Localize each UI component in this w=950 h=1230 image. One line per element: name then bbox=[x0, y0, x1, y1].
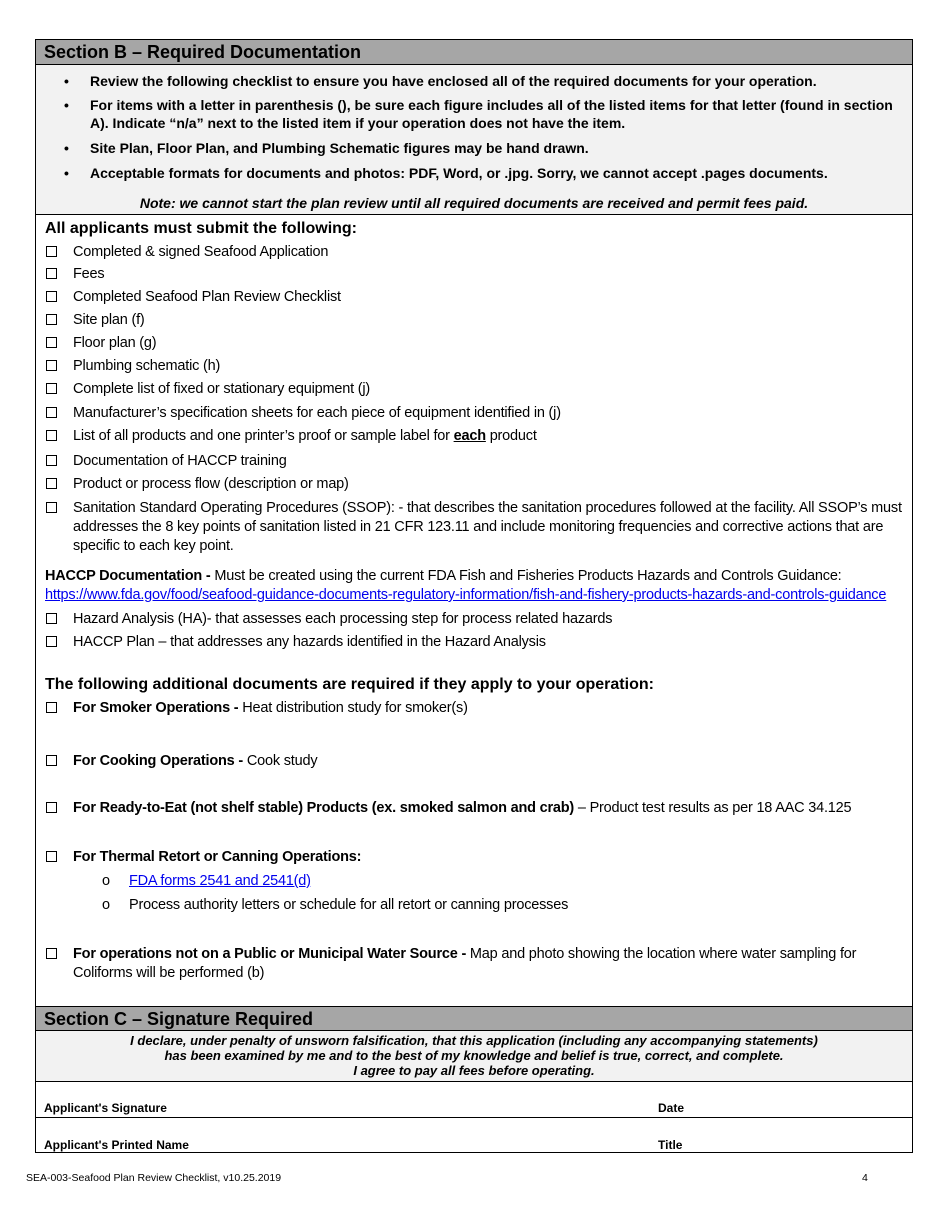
footer-doc-id: SEA-003-Seafood Plan Review Checklist, v10.25.2019 bbox=[26, 1172, 282, 1184]
checkbox[interactable] bbox=[46, 360, 57, 371]
fda-forms-link[interactable]: FDA forms 2541 and 2541(d) bbox=[129, 873, 311, 889]
checklist-item: HACCP Plan – that addresses any hazards identified in the Hazard Analysis bbox=[46, 633, 906, 652]
checkbox[interactable] bbox=[46, 430, 57, 441]
haccp-documentation: HACCP Documentation - Must be created using the current FDA Fish and Fisheries Products Hazards and Controls Guidance: https://www.fda.gov/food/seafood-guidance-documents-regulatory-information/fish-and-fishery-products-hazards-and-controls-guidance bbox=[45, 568, 887, 603]
circle-bullet-icon: o bbox=[102, 897, 110, 913]
checklist-item: Completed Seafood Plan Review Checklist bbox=[46, 288, 906, 307]
signature-row[interactable] bbox=[36, 1082, 912, 1118]
fda-guidance-link[interactable]: https://www.fda.gov/food/seafood-guidance-documents-regulatory-information/fish-and-fishery-products-hazards-and-controls-guidance bbox=[45, 587, 887, 603]
checkbox[interactable] bbox=[46, 383, 57, 394]
checkbox[interactable] bbox=[46, 246, 57, 257]
printed-name-label: Applicant's Printed Name bbox=[44, 1138, 189, 1152]
checklist-item: Site plan (f) bbox=[46, 311, 906, 330]
checkbox[interactable] bbox=[46, 851, 57, 862]
date-label: Date bbox=[658, 1101, 685, 1115]
checklist-item: Documentation of HACCP training bbox=[46, 452, 906, 471]
checkbox[interactable] bbox=[46, 478, 57, 489]
checkbox[interactable] bbox=[46, 802, 57, 813]
form-frame bbox=[35, 39, 913, 1153]
bullet-icon: • bbox=[64, 140, 69, 156]
sub-list-item bbox=[102, 873, 311, 889]
checkbox[interactable] bbox=[46, 337, 57, 348]
checkbox[interactable] bbox=[46, 407, 57, 418]
checklist-item: For Smoker Operations - Heat distribution study for smoker(s) bbox=[46, 699, 906, 718]
checklist-item: For Cooking Operations - Cook study bbox=[46, 752, 906, 771]
page-number: 4 bbox=[862, 1172, 868, 1184]
checklist-item: Product or process flow (description or map) bbox=[46, 475, 906, 494]
all-applicants-heading: All applicants must submit the following: bbox=[45, 220, 358, 237]
printed-name-row[interactable] bbox=[36, 1118, 912, 1154]
checklist-item: Complete list of fixed or stationary equipment (j) bbox=[46, 380, 906, 399]
instruction-bullet: • For items with a letter in parenthesis (), be sure each figure includes all of the listed items for that letter (found in section A). Indicate “n/a” next to the listed item if your operation does not have the item. bbox=[64, 97, 893, 131]
checklist-item: Plumbing schematic (h) bbox=[46, 357, 906, 376]
title-label: Title bbox=[658, 1138, 683, 1152]
checklist-item: For Ready-to-Eat (not shelf stable) Products (ex. smoked salmon and crab) – Product test results as per 18 AAC 34.125 bbox=[46, 799, 906, 818]
instruction-bullet: • Review the following checklist to ensure you have enclosed all of the required documents for your operation. bbox=[64, 73, 817, 89]
section-c-header: Section C – Signature Required bbox=[36, 1006, 912, 1031]
checkbox[interactable] bbox=[46, 291, 57, 302]
checklist-item: Floor plan (g) bbox=[46, 334, 906, 353]
instruction-bullet: • Site Plan, Floor Plan, and Plumbing Schematic figures may be hand drawn. bbox=[64, 140, 589, 156]
checklist-item: Completed & signed Seafood Application bbox=[46, 243, 906, 262]
checklist-item: Fees bbox=[46, 265, 906, 284]
bullet-icon: • bbox=[64, 97, 69, 113]
section-b-header: Section B – Required Documentation bbox=[36, 40, 912, 65]
checkbox[interactable] bbox=[46, 455, 57, 466]
checkbox[interactable] bbox=[46, 613, 57, 624]
signature-label: Applicant's Signature bbox=[44, 1101, 167, 1115]
checkbox[interactable] bbox=[46, 948, 57, 959]
checklist-item: Manufacturer’s specification sheets for each piece of equipment identified in (j) bbox=[46, 404, 906, 423]
checkbox[interactable] bbox=[46, 755, 57, 766]
additional-documents-heading: The following additional documents are required if they apply to your operation: bbox=[45, 676, 654, 693]
bullet-icon: • bbox=[64, 73, 69, 89]
checklist-item: For Thermal Retort or Canning Operations: bbox=[46, 848, 906, 867]
checkbox[interactable] bbox=[46, 702, 57, 713]
instruction-bullet: • Acceptable formats for documents and photos: PDF, Word, or .jpg. Sorry, we cannot accept .pages documents. bbox=[64, 165, 828, 181]
checklist-item: Sanitation Standard Operating Procedures (SSOP): - that describes the sanitation procedures followed at the facility. All SSOP’s must addresses the 8 key points of sanitation listed in 21 CFR 123.11 and include monitoring frequencies and corrective actions that are specific to each key point. bbox=[46, 499, 906, 556]
bullet-icon: • bbox=[64, 165, 69, 181]
checkbox[interactable] bbox=[46, 502, 57, 513]
checkbox[interactable] bbox=[46, 636, 57, 647]
checkbox[interactable] bbox=[46, 314, 57, 325]
sub-list-item: o Process authority letters or schedule for all retort or canning processes bbox=[102, 897, 569, 913]
checklist-item: Hazard Analysis (HA)- that assesses each processing step for process related hazards bbox=[46, 610, 906, 629]
checklist-item: For operations not on a Public or Municipal Water Source - Map and photo showing the location where water sampling for Coliforms will be performed (b) bbox=[46, 945, 906, 983]
plan-review-note: Note: we cannot start the plan review until all required documents are received and permit fees paid. bbox=[139, 195, 809, 211]
checklist-item: List of all products and one printer’s proof or sample label for each product bbox=[46, 427, 906, 446]
checkbox[interactable] bbox=[46, 268, 57, 279]
declaration-box: I declare, under penalty of unsworn falsification, that this application (including any accompanying statements) has been examined by me and to the best of my knowledge and belief is true, correct, and complete. I agree to pay all fees before operating. bbox=[36, 1031, 912, 1082]
circle-bullet-icon: o bbox=[102, 873, 110, 889]
